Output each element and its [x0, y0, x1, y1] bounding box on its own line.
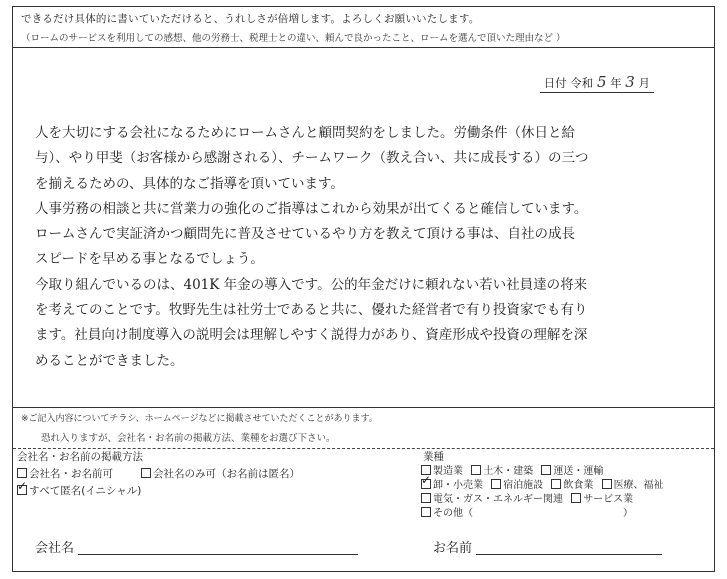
testimonial-form [12, 6, 715, 572]
notes-line-2: 恐れ入りますが、会社名・お名前の掲載方法、業種をお選び下さい。 [41, 433, 336, 444]
industry-row [421, 504, 638, 519]
header-examples: （ロームのサービスを利用しての感想、他の労務士、税理士との違い、頼んで良かったこと、ロームを選んで頂いた理由など ） [21, 33, 566, 44]
industry-label: その他 [433, 508, 463, 519]
checkbox[interactable] [471, 465, 481, 475]
date-month: 3 [625, 73, 635, 91]
industry-label: 宿泊施設 [503, 480, 544, 491]
checkbox[interactable] [421, 507, 431, 517]
text-line: 与）、やり甲斐（お客様から感謝される）、チームワーク（教え合い、共に成長する）の三つ [35, 150, 589, 167]
checkbox-checked[interactable] [17, 485, 27, 495]
other-close-paren: ） [623, 508, 633, 519]
company-label: 会社名 [35, 541, 75, 556]
option-company-and-name[interactable] [17, 466, 113, 481]
option-label: 会社名のみ可（お名前は匿名） [153, 468, 300, 480]
option-label: すべて匿名(イニシャル) [29, 485, 142, 497]
form-header [13, 7, 714, 48]
text-line: 人事労務の相談と共に営業力の強化のご指導はこれから効果が出てくると確信しています。 [35, 200, 588, 217]
text-line: めることができました。 [35, 352, 184, 369]
date-field[interactable] [540, 73, 654, 93]
header-instruction: できるだけ具体的に書いていただけると、うれしさが倍増します。よろしくお願いいたします。 [21, 13, 480, 25]
other-open-paren: （ [463, 508, 473, 519]
industry-label: 運送・運輸 [553, 466, 604, 477]
date-year-unit: 年 [610, 76, 622, 90]
industry-title: 業種 [423, 451, 444, 463]
date-year: 5 [596, 73, 607, 91]
name-input-line[interactable] [476, 554, 662, 555]
notes-line-1: ※ご記入内容についてチラシ、ホームページなどに掲載させていただくことがあります。 [21, 414, 378, 424]
company-input-line[interactable] [78, 554, 358, 555]
checkbox[interactable] [571, 493, 581, 503]
testimonial-text [35, 121, 707, 374]
publication-title: 会社名・お名前の掲載方法 [17, 451, 143, 463]
name-label: お名前 [433, 541, 473, 556]
text-line: 人を大切にする会社になるためにロームさんと顧問契約をしました。労働条件（休日と給 [35, 125, 575, 141]
text-line: ます。社員向け制度導入の説明会は理解しやすく説得力があり、資産形成や投資の理解を深 [35, 327, 588, 344]
person-name-field[interactable] [433, 537, 662, 556]
industry-option-other[interactable] [421, 508, 633, 519]
industry-label: 医療、福祉 [613, 480, 664, 491]
option-label: 会社名・お名前可 [29, 468, 113, 480]
industry-label: 土木・建築 [483, 466, 534, 477]
industry-label: 卸・小売業 [433, 480, 483, 491]
checkbox[interactable] [141, 468, 151, 478]
checkbox-checked[interactable] [421, 479, 431, 489]
notes-section [13, 407, 714, 449]
industry-label: サービス業 [583, 494, 634, 505]
text-line: スピードを早める事となるでしょう。 [35, 251, 264, 268]
industry-row [421, 476, 669, 491]
checkbox[interactable] [541, 465, 551, 475]
industry-row [421, 462, 608, 477]
text-line: を揃えるための、具体的なご指導を頂いています。 [35, 175, 344, 192]
checkbox[interactable] [491, 479, 501, 489]
checkbox[interactable] [551, 479, 561, 489]
option-company-only[interactable] [141, 466, 300, 481]
industry-label: 製造業 [433, 466, 463, 477]
text-line: ロームさんで実証済かつ顧問先に普及させているやり方を教えて頂ける事は、自社の成長 [35, 226, 575, 243]
industry-label: 飲食業 [563, 480, 594, 491]
checkbox[interactable] [17, 468, 27, 478]
date-era: 令和 [570, 76, 594, 90]
date-label: 日付 [543, 76, 567, 90]
checkbox[interactable] [602, 479, 612, 489]
checkbox[interactable] [421, 493, 431, 503]
industry-label: 電気・ガス・エネルギー関連 [433, 494, 563, 505]
text-line: 今取り組んでいるのは、401K 年金の導入です。公的年金だけに頼れない若い社員達の将来 [35, 276, 588, 293]
option-all-anonymous[interactable] [17, 483, 141, 498]
date-month-unit: 月 [638, 76, 650, 90]
text-line: を考えてのことです。牧野先生は社労士であると共に、優れた経営者で有り投資家でも有り [35, 302, 588, 319]
company-name-field[interactable] [35, 537, 358, 556]
industry-row [421, 490, 638, 505]
